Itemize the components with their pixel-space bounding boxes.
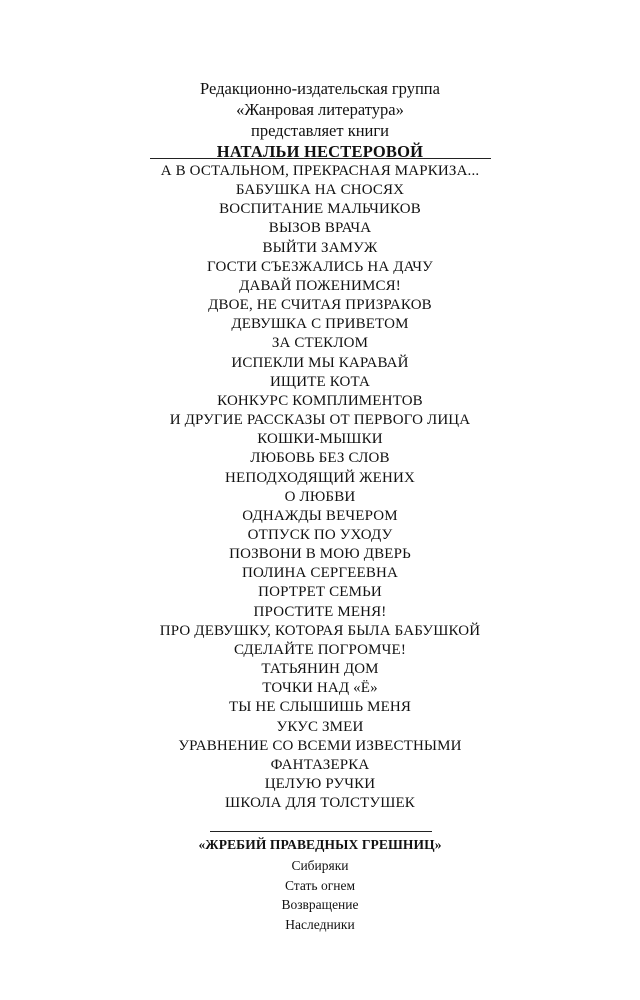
book-title: ПОРТРЕТ СЕМЬИ xyxy=(258,584,382,601)
book-title: ИЩИТЕ КОТА xyxy=(269,373,371,390)
book-title: ВОСПИТАНИЕ МАЛЬЧИКОВ xyxy=(219,201,421,218)
book-title: О ЛЮБВИ xyxy=(284,488,356,505)
series-divider xyxy=(210,831,432,832)
publisher-line: Редакционно-издательская группа xyxy=(200,79,440,98)
book-title-list xyxy=(0,162,640,813)
book-title: ПРО ДЕВУШКУ, КОТОРАЯ БЫЛА БАБУШКОЙ xyxy=(159,622,481,639)
series-book: Возвращение xyxy=(281,897,359,912)
presents-line: представляет книги xyxy=(251,121,389,140)
book-title: ДАВАЙ ПОЖЕНИМСЯ! xyxy=(239,277,401,294)
series-book: Стать огнем xyxy=(284,877,355,893)
book-title: ТАТЬЯНИН ДОМ xyxy=(261,661,379,678)
book-title: ШКОЛА ДЛЯ ТОЛСТУШЕК xyxy=(225,795,415,812)
book-title: ВЫЗОВ ВРАЧА xyxy=(268,220,372,237)
book-title: А В ОСТАЛЬНОМ, ПРЕКРАСНАЯ МАРКИЗА... xyxy=(160,163,480,179)
publisher-header xyxy=(0,78,640,162)
publisher-imprint: «Жанровая литература» xyxy=(236,100,404,119)
book-title: ПРОСТИТЕ МЕНЯ! xyxy=(253,603,387,620)
book-title: БАБУШКА НА СНОСЯХ xyxy=(235,182,405,199)
book-title: КОНКУРС КОМПЛИМЕНТОВ xyxy=(217,392,423,409)
book-title: ДВОЕ, НЕ СЧИТАЯ ПРИЗРАКОВ xyxy=(208,297,432,314)
series-book: Сибиряки xyxy=(291,858,349,873)
book-title: ФАНТАЗЕРКА xyxy=(270,756,370,773)
book-title: КОШКИ-МЫШКИ xyxy=(257,431,383,448)
book-title: ВЫЙТИ ЗАМУЖ xyxy=(262,239,378,256)
book-title: ДЕВУШКА С ПРИВЕТОМ xyxy=(231,316,409,333)
book-title: ОДНАЖДЫ ВЕЧЕРОМ xyxy=(242,507,398,524)
book-title: И ДРУГИЕ РАССКАЗЫ ОТ ПЕРВОГО ЛИЦА xyxy=(169,412,471,429)
series-title: «ЖРЕБИЙ ПРАВЕДНЫХ ГРЕШНИЦ» xyxy=(198,837,442,852)
book-title: НЕПОДХОДЯЩИЙ ЖЕНИХ xyxy=(225,469,415,486)
book-title: ТОЧКИ НАД «Ё» xyxy=(262,680,378,697)
book-title: СДЕЛАЙТЕ ПОГРОМЧЕ! xyxy=(233,641,406,658)
book-title: ПОЛИНА СЕРГЕЕВНА xyxy=(242,565,398,582)
top-divider xyxy=(150,158,491,159)
book-title: ТЫ НЕ СЛЫШИШЬ МЕНЯ xyxy=(228,699,412,716)
book-title: ЛЮБОВЬ БЕЗ СЛОВ xyxy=(250,450,390,467)
series-book: Наследники xyxy=(285,916,355,932)
book-title: ЗА СТЕКЛОМ xyxy=(271,335,369,352)
book-title: ИСПЕКЛИ МЫ КАРАВАЙ xyxy=(231,354,409,371)
book-title: ОТПУСК ПО УХОДУ xyxy=(247,526,393,543)
book-title: УКУС ЗМЕИ xyxy=(276,718,364,735)
book-title: УРАВНЕНИЕ СО ВСЕМИ ИЗВЕСТНЫМИ xyxy=(178,737,462,754)
book-title: ПОЗВОНИ В МОЮ ДВЕРЬ xyxy=(229,546,411,563)
book-title: ЦЕЛУЮ РУЧКИ xyxy=(264,776,376,792)
author-name: НАТАЛЬИ НЕСТЕРОВОЙ xyxy=(216,142,424,161)
book-title: ГОСТИ СЪЕЗЖАЛИСЬ НА ДАЧУ xyxy=(207,258,433,275)
series-book-list xyxy=(0,856,640,934)
